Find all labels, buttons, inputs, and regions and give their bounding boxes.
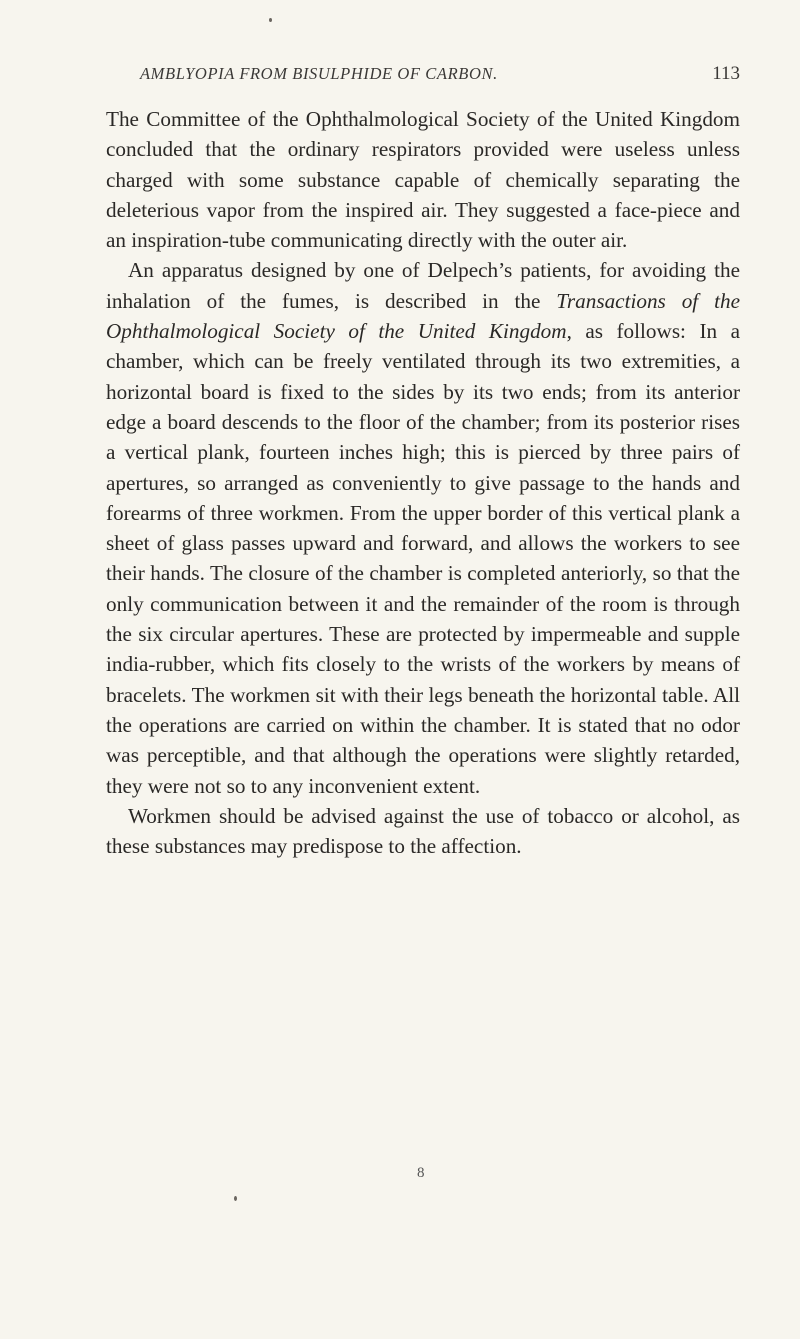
- paragraph-apparatus: [106, 255, 740, 800]
- signature-mark: 8: [417, 1165, 425, 1181]
- text-segment: , as follows: In a chamber, which can be freely ventilated through its two extremities, a horizontal board is fixed to the sides by its two ends; from its anterior edge a board descends to the floor of the chamber; from its posterior rises a vertical plank, fourteen inches high; this is pierced by three pairs of apertures, so arranged as conveniently to give passage to the hands and forearms of three workmen. From the upper border of this vertical plank a sheet of glass passes upward and forward, and allows the workers to see their hands. The closure of the chamber is completed anteriorly, so that the only communication between it and the remainder of the room is through the six circular apertures. These are protected by impermeable and supple india-rubber, which fits closely to the wrists of the workers by means of bracelets. The workmen sit with their legs beneath the horizontal table. All the operations are carried on within the chamber. It is stated that no odor was perceptible, and that although the operations were slightly retarded, they were not so to any inconvenient extent.: [106, 319, 740, 798]
- paragraph-committee: [106, 104, 740, 255]
- page-number: 113: [712, 63, 740, 84]
- print-speck: [269, 18, 272, 22]
- text-segment: Workmen should be advised against the use of tobacco or alcohol, as these substances may predispose to the affection.: [106, 803, 740, 859]
- print-speck: [234, 1196, 237, 1201]
- journal-title: Transactions of the Ophthalmological Society of the United Kingdom: [106, 288, 740, 344]
- body-text: [106, 104, 740, 861]
- running-title: AMBLYOPIA FROM BISULPHIDE OF CARBON.: [140, 64, 498, 83]
- paragraph-advice: [106, 801, 740, 862]
- text-segment: The Committee of the Ophthalmological Society of the United Kingdom concluded that the ordinary respirators provided were useless unless charged with some substance capable of chemically separating the deleterious vapor from the inspired air. They suggested a face-piece and an inspiration-tube communicating directly with the outer air.: [106, 107, 740, 253]
- running-head: [140, 64, 740, 88]
- text-segment: An apparatus designed by one of Delpech’s patients, for avoiding the inhalation of the fumes, is described in the: [106, 258, 740, 313]
